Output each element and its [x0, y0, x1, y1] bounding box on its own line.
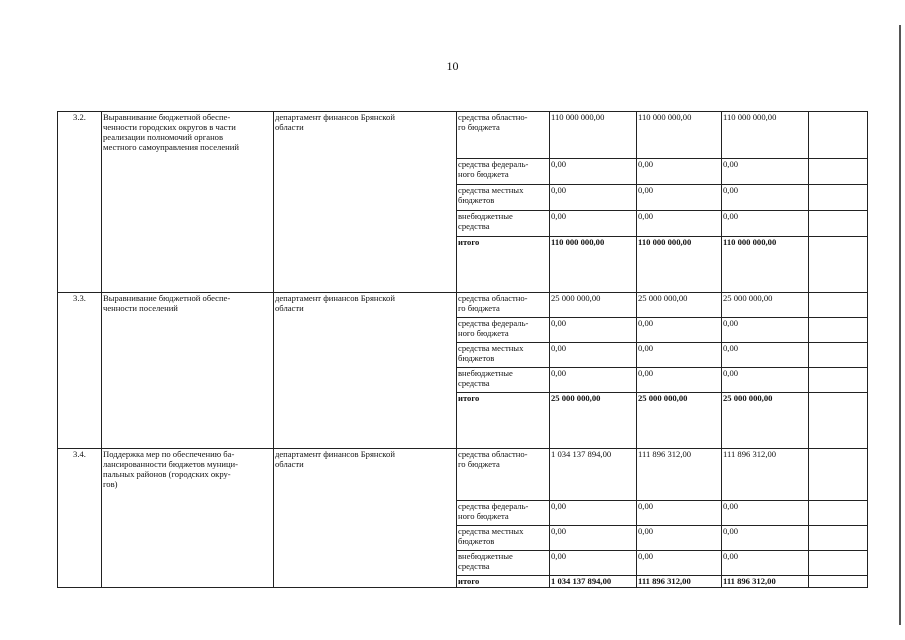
funding-source: средства областно- го бюджета [457, 293, 550, 318]
empty-cell [809, 237, 868, 293]
empty-cell [809, 526, 868, 551]
amount-year-3: 110 000 000,00 [722, 112, 809, 159]
empty-cell [809, 185, 868, 211]
amount-year-1: 110 000 000,00 [550, 237, 637, 293]
empty-cell [809, 318, 868, 343]
row-number: 3.3. [58, 293, 102, 449]
amount-year-2: 110 000 000,00 [637, 237, 722, 293]
funding-source: средства областно- го бюджета [457, 112, 550, 159]
budget-table [57, 111, 868, 588]
amount-year-2: 25 000 000,00 [637, 293, 722, 318]
funding-source: итого [457, 576, 550, 588]
row-number: 3.4. [58, 449, 102, 588]
measure-name: Выравнивание бюджетной обеспе- ченности городских округов в части реализации полномочий органов местного самоуправления поселений [102, 112, 274, 293]
measure-name: Выравнивание бюджетной обеспе- ченности поселений [102, 293, 274, 449]
amount-year-2: 0,00 [637, 159, 722, 185]
funding-source: средства федераль- ного бюджета [457, 159, 550, 185]
amount-year-1: 110 000 000,00 [550, 112, 637, 159]
amount-year-1: 0,00 [550, 368, 637, 393]
amount-year-2: 110 000 000,00 [637, 112, 722, 159]
funding-source: итого [457, 237, 550, 293]
amount-year-1: 25 000 000,00 [550, 393, 637, 449]
amount-year-2: 0,00 [637, 368, 722, 393]
measure-name: Поддержка мер по обеспечению ба- лансированности бюджетов муници- пальных районов (городских окру- гов) [102, 449, 274, 588]
amount-year-2: 0,00 [637, 318, 722, 343]
amount-year-2: 25 000 000,00 [637, 393, 722, 449]
table-row [58, 112, 868, 159]
amount-year-2: 0,00 [637, 501, 722, 526]
funding-source: итого [457, 393, 550, 449]
amount-year-2: 111 896 312,00 [637, 449, 722, 501]
amount-year-3: 0,00 [722, 551, 809, 576]
empty-cell [809, 551, 868, 576]
amount-year-3: 0,00 [722, 343, 809, 368]
empty-cell [809, 576, 868, 588]
scan-edge-line [899, 25, 901, 625]
empty-cell [809, 501, 868, 526]
amount-year-3: 0,00 [722, 526, 809, 551]
row-number: 3.2. [58, 112, 102, 293]
empty-cell [809, 368, 868, 393]
amount-year-3: 110 000 000,00 [722, 237, 809, 293]
amount-year-1: 0,00 [550, 551, 637, 576]
amount-year-2: 0,00 [637, 185, 722, 211]
funding-source: средства местных бюджетов [457, 343, 550, 368]
amount-year-1: 1 034 137 894,00 [550, 576, 637, 588]
empty-cell [809, 211, 868, 237]
amount-year-1: 0,00 [550, 185, 637, 211]
table-row [58, 449, 868, 501]
amount-year-2: 0,00 [637, 526, 722, 551]
empty-cell [809, 159, 868, 185]
funding-source: внебюджетные средства [457, 211, 550, 237]
empty-cell [809, 343, 868, 368]
amount-year-3: 0,00 [722, 501, 809, 526]
amount-year-1: 0,00 [550, 343, 637, 368]
amount-year-3: 111 896 312,00 [722, 576, 809, 588]
funding-source: средства местных бюджетов [457, 185, 550, 211]
empty-cell [809, 393, 868, 449]
responsible-department: департамент финансов Брянской области [274, 112, 457, 293]
amount-year-3: 25 000 000,00 [722, 293, 809, 318]
empty-cell [809, 449, 868, 501]
funding-source: внебюджетные средства [457, 551, 550, 576]
amount-year-3: 25 000 000,00 [722, 393, 809, 449]
responsible-department: департамент финансов Брянской области [274, 449, 457, 588]
amount-year-2: 111 896 312,00 [637, 576, 722, 588]
amount-year-3: 0,00 [722, 185, 809, 211]
amount-year-1: 0,00 [550, 526, 637, 551]
amount-year-1: 0,00 [550, 318, 637, 343]
empty-cell [809, 112, 868, 159]
amount-year-1: 1 034 137 894,00 [550, 449, 637, 501]
amount-year-1: 0,00 [550, 211, 637, 237]
amount-year-3: 0,00 [722, 211, 809, 237]
amount-year-1: 0,00 [550, 159, 637, 185]
funding-source: средства федераль- ного бюджета [457, 501, 550, 526]
empty-cell [809, 293, 868, 318]
funding-source: средства областно- го бюджета [457, 449, 550, 501]
funding-source: внебюджетные средства [457, 368, 550, 393]
page-number: 10 [446, 59, 459, 73]
amount-year-2: 0,00 [637, 551, 722, 576]
amount-year-2: 0,00 [637, 343, 722, 368]
amount-year-3: 111 896 312,00 [722, 449, 809, 501]
amount-year-1: 25 000 000,00 [550, 293, 637, 318]
amount-year-1: 0,00 [550, 501, 637, 526]
amount-year-3: 0,00 [722, 318, 809, 343]
amount-year-3: 0,00 [722, 368, 809, 393]
responsible-department: департамент финансов Брянской области [274, 293, 457, 449]
funding-source: средства местных бюджетов [457, 526, 550, 551]
table-row [58, 293, 868, 318]
funding-source: средства федераль- ного бюджета [457, 318, 550, 343]
amount-year-3: 0,00 [722, 159, 809, 185]
amount-year-2: 0,00 [637, 211, 722, 237]
